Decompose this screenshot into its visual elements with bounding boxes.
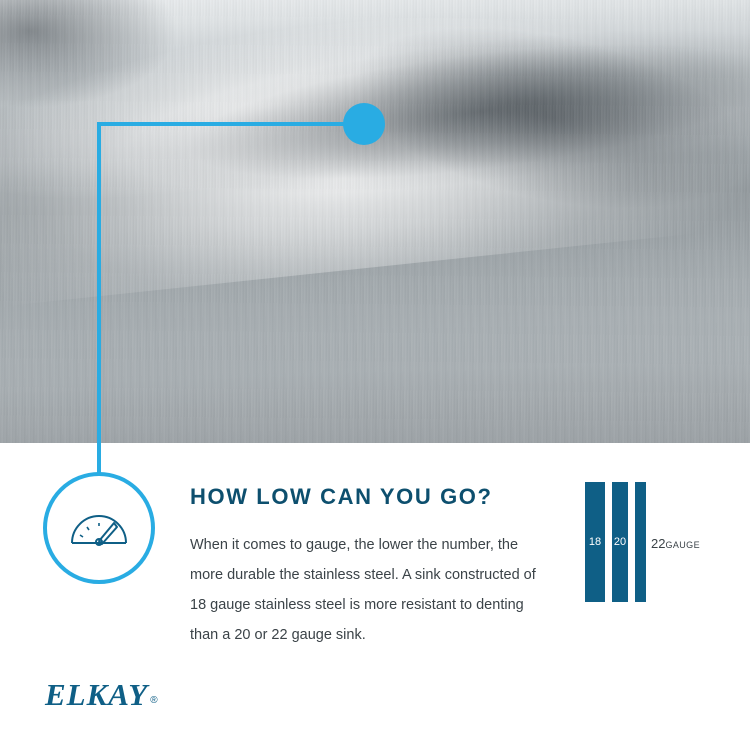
elkay-logo-text: ELKAY <box>45 677 149 712</box>
elkay-logo <box>45 677 158 712</box>
gauge-meter-icon-svg <box>68 505 130 551</box>
body-paragraph: When it comes to gauge, the lower the number, the more durable the stainless steel. A sink constructed of 18 gauge stainless steel is more resistant to denting than a 20 or 22 gauge sink. <box>190 537 536 643</box>
page-title: HOW LOW CAN YOU GO? <box>190 484 493 509</box>
gauge-bar-18 <box>585 482 605 602</box>
gauge-bar-20 <box>612 482 628 602</box>
gauge-meter-icon <box>47 476 151 580</box>
gauge-bar-18-label: 18 <box>588 536 602 548</box>
gauge-bar-20-label: 20 <box>613 536 627 548</box>
registered-trademark-icon: ® <box>150 695 158 706</box>
gauge-bar-chart <box>585 482 705 602</box>
gauge-bar-22 <box>635 482 646 602</box>
gauge-icon-circle <box>43 472 155 584</box>
gauge-bar-22-caption <box>651 536 700 551</box>
gauge-word-label: GAUGE <box>665 540 700 550</box>
gauge-bar-22-number: 22 <box>651 536 666 551</box>
